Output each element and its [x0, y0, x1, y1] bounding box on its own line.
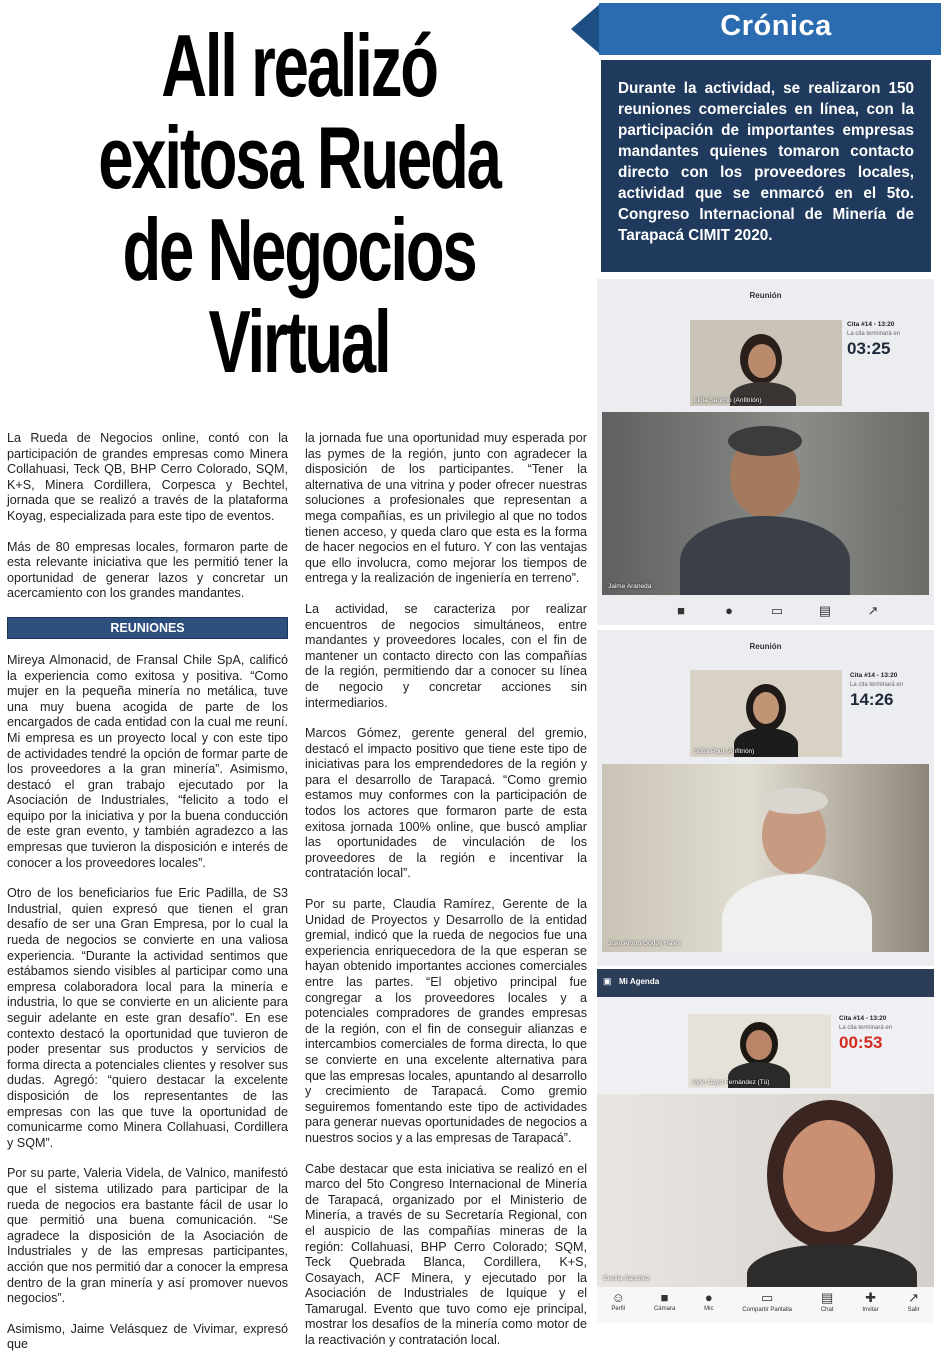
- appointment-slot: Cita #14 - 13:20: [839, 1015, 887, 1022]
- meeting-title: Reunión: [749, 291, 782, 300]
- mic-button[interactable]: [704, 1287, 713, 1323]
- paragraph: la jornada fue una oportunidad muy esperada por las pymes de la región, junto con agradecer la disposición de los participantes. “Tener la alternativa de una vitrina y poder ofrecer nuestras soluciones a profesionales que representan a mega compañías, es un privilegio al que no todos tienen acceso, y queda claro que esta es la forma de hacer negocios en el futuro. Y con las ventajas que ello involucra, como mejorar los tiempos de entrega y la realización de ingeniería en terreno”.: [305, 431, 587, 586]
- article-column-2: [305, 431, 587, 1364]
- screen-share-icon: ▭: [761, 1290, 774, 1305]
- section-tag: [571, 0, 941, 58]
- mic-icon: ●: [704, 1290, 713, 1305]
- appointment-info: [847, 321, 900, 359]
- exit-icon[interactable]: ↗: [867, 603, 879, 618]
- chat-icon: ▤: [821, 1290, 834, 1305]
- host-video: [688, 1014, 831, 1088]
- guest-video: [597, 1094, 934, 1287]
- host-video: [690, 320, 842, 406]
- section-tag-label: Crónica: [720, 10, 832, 42]
- person-hair: [728, 426, 802, 456]
- toolbar-label: Compartir Pantalla: [742, 1307, 792, 1313]
- appointment-slot: Cita #14 - 13:20: [847, 321, 895, 328]
- person-face: [748, 344, 776, 378]
- appointment-info: [850, 672, 903, 710]
- paragraph: La Rueda de Negocios online, contó con la participación de grandes empresas como Minera Collahuasi, Teck QB, BHP Cerro Colorado, SQM, K+S, Minera Cordillera, Corpesca y Bechtel, jornada que se realizó a través de la plataforma Koyag, especializada para este tipo de eventos.: [7, 431, 288, 523]
- paragraph: Marcos Gómez, gerente general del gremio, destacó el impacto positivo que tiene este tipo de iniciativas para los emprendedores de la región y para el desarrollo de Tarapacá. “Como gremio estamos muy conformes con la participación de todos los actores que formaron parte de esta exitosa jornada 100% online, que buscó ampliar las oportunidades de vinculación de los proveedores de la región e incentivar la contratación local”.: [305, 726, 587, 881]
- guest-video: [602, 764, 929, 952]
- guest-name: Jaime Araneda: [608, 583, 652, 590]
- toolbar-label: Perfil: [611, 1306, 626, 1312]
- host-name: Lidia Sancho (Anfitrión): [694, 397, 762, 404]
- summary-box: Durante la actividad, se realizaron 150 reuniones comerciales en línea, con la participación de importantes empresas mandantes quienes tomaron contacto directo con los proveedores locales, actividad que se enmarcó en el 5to. Congreso Internacional de Minería de Tarapacá CIMIT 2020.: [601, 60, 931, 272]
- meeting-title: Reunión: [749, 642, 782, 651]
- guest-name: Cecilia Sánchez: [603, 1275, 650, 1282]
- article-column-1: [7, 431, 288, 1368]
- profile-button[interactable]: [611, 1287, 625, 1323]
- screen-share-icon[interactable]: ▭: [770, 603, 784, 618]
- countdown-timer: 14:26: [850, 690, 894, 709]
- person-hair: [760, 788, 828, 814]
- ends-label: La cita terminará en: [850, 682, 904, 688]
- paragraph: Asimismo, Jaime Velásquez de Vivimar, expresó que: [7, 1321, 288, 1352]
- toolbar-label: Mic: [704, 1306, 714, 1312]
- headline: All realizó exitosa Rueda de Negocios Virtual: [98, 16, 500, 391]
- toolbar-label: Cámara: [653, 1306, 676, 1312]
- toolbar-label: Invitar: [862, 1307, 879, 1313]
- chat-button[interactable]: [821, 1287, 834, 1323]
- appointment-info: [839, 1015, 892, 1053]
- call-controls: [657, 603, 897, 619]
- ends-label: La cita terminará en: [839, 1025, 893, 1031]
- tag-fold: [571, 3, 601, 55]
- guest-name: Juan Arturo Godoy Hales: [608, 940, 681, 947]
- paragraph: Cabe destacar que esta iniciativa se realizó en el marco del 5to Congreso Internacional de Minería de Tarapacá, organizado por el Ministerio de Minería, a través de su Secretaría Regional, con el auspicio de las compañías mineras de la región: Collahuasi, BHP Cerro Colorado; SQM, Teck Quebrada Blanca, Cordillera, K+S, Cosayach, ACF Minera, y ejecutado por la Asociación de Industriales de Iquique y el Tamarugal. Evento que tuvo como eje principal, mostrar los desafíos de la minería como motor de la reactivación y contratación local.: [305, 1161, 587, 1348]
- toolbar-label: Chat: [820, 1307, 834, 1313]
- host-name: Sofía Pout (Anfitrión): [694, 748, 755, 755]
- exit-icon: ↗: [908, 1290, 920, 1305]
- agenda-title: Mi Agenda: [619, 977, 660, 986]
- video-call-screenshot-1: [597, 279, 934, 625]
- call-toolbar: [597, 1287, 934, 1323]
- appointment-slot: Cita #14 - 13:20: [850, 672, 898, 679]
- paragraph: Mireya Almonacid, de Fransal Chile SpA, calificó la experiencia como exitosa y positiva. “Como mujer en la pequeña minería no metálica, tuve una muy buena acogida de parte de los encargados de cada entidad con la cual me reuní. Mi empresa es un proyecto local y con este tipo de actividades tendré la opción de formar parte de los proveedores a la gran minería”. Asimismo, destacó el gran trabajo ejecutado por la Asociación de Industriales, “felicito a todo el equipo por la iniciativa y por la buena conducción de este gran evento, y también agradezco a las empresas que tuvieron la disposición e interés de conocer a los proveedores locales”.: [7, 652, 288, 870]
- camera-button[interactable]: [654, 1287, 675, 1323]
- countdown-timer: 03:25: [847, 339, 891, 358]
- share-screen-button[interactable]: [742, 1287, 792, 1323]
- agenda-header: [597, 969, 934, 997]
- host-name: Aylin Cayo Fernández (Tú): [692, 1079, 770, 1086]
- chat-icon[interactable]: ▤: [818, 603, 832, 618]
- video-call-screenshot-2: [597, 630, 934, 966]
- exit-button[interactable]: [908, 1287, 920, 1323]
- video-call-screenshot-3: [597, 969, 934, 1323]
- paragraph: Otro de los beneficiarios fue Eric Padilla, de S3 Industrial, quien expresó que tienen el gran desafío de ser una Gran Empresa, por lo cual la rueda de negocios se convierte en una valiosa experiencia. “Durante la actividad sentimos que estábamos siendo visibles al participar como una empresa colaboradora local para la minería e industria, lo que se convierte en un aliciente para seguir adelante en este gran desafío”. En ese contexto destacó la oportunidad que tuvieron de poder presentar sus productos y servicios de forma directa a potenciales clientes y resolver sus dudas. Agregó: “quiero destacar la excelente disposición de los representantes de las empresas con las que tuve la oportunidad de comunicarme como Minera Collahuasi, Cordillera y SQM”.: [7, 886, 288, 1150]
- host-video: [690, 670, 842, 757]
- toolbar-label: Salir: [907, 1307, 920, 1313]
- paragraph: Más de 80 empresas locales, formaron parte de esta relevante iniciativa que les permitió tener la oportunidad de generar lazos y concretar un acercamiento con los grandes mandantes.: [7, 539, 288, 601]
- paragraph: Por su parte, Valeria Videla, de Valnico, manifestó que el sistema utilizado para participar de la rueda de negocios era bastante fácil de usar lo que permitió una buena comunicación. “Se agradece la disposición de la Asociación de Industriales y de las empresas participantes, acción que nos permitió dar a conocer la empresa dentro de la gran minería y así promover nuevos negocios”.: [7, 1166, 288, 1306]
- paragraph: Por su parte, Claudia Ramírez, Gerente de la Unidad de Proyectos y Desarrollo de la entidad gremial, indicó que la rueda de negocios fue una experiencia enriquecedora de la que esperan se hayan obtenido importantes acciones comerciales entre las partes. “El objetivo principal fue congregar a los proveedores locales y a potenciales compradores de grandes empresas de la región, con el fin de conseguir alianzas e intercambios comerciales de forma directa, lo que se convierte en una excelente alternativa para que las empresas locales, apuntando al desarrollo y crecimiento de Tarapacá. Como gremio seguiremos fomentando este tipo de actividades para generar nuevas oportunidades de negocios a nuestros socios y a las empresas de Tarapacá”.: [305, 897, 587, 1145]
- camera-icon: ■: [660, 1290, 669, 1305]
- calendar-icon: ▣: [603, 976, 612, 986]
- invite-icon: ✚: [865, 1290, 876, 1305]
- guest-video: [602, 412, 929, 595]
- camera-icon[interactable]: ■: [677, 603, 685, 618]
- countdown-timer: 00:53: [839, 1033, 883, 1052]
- mic-icon[interactable]: ●: [725, 603, 733, 618]
- subheading-reuniones: REUNIONES: [7, 617, 288, 639]
- paragraph: La actividad, se caracteriza por realizar encuentros de negocios simultáneos, entre mandantes y proveedores locales, con el fin de mantener un contacto directo con las compañías de la región, permitiendo dar a conocer su línea de negocio y concretar acciones sin intermediarios.: [305, 601, 587, 710]
- ends-label: La cita terminará en: [847, 331, 901, 337]
- person-face: [753, 692, 779, 724]
- profile-icon: ☺: [611, 1290, 625, 1305]
- person-face: [783, 1120, 875, 1232]
- person-face: [746, 1030, 772, 1060]
- invite-button[interactable]: [862, 1287, 878, 1323]
